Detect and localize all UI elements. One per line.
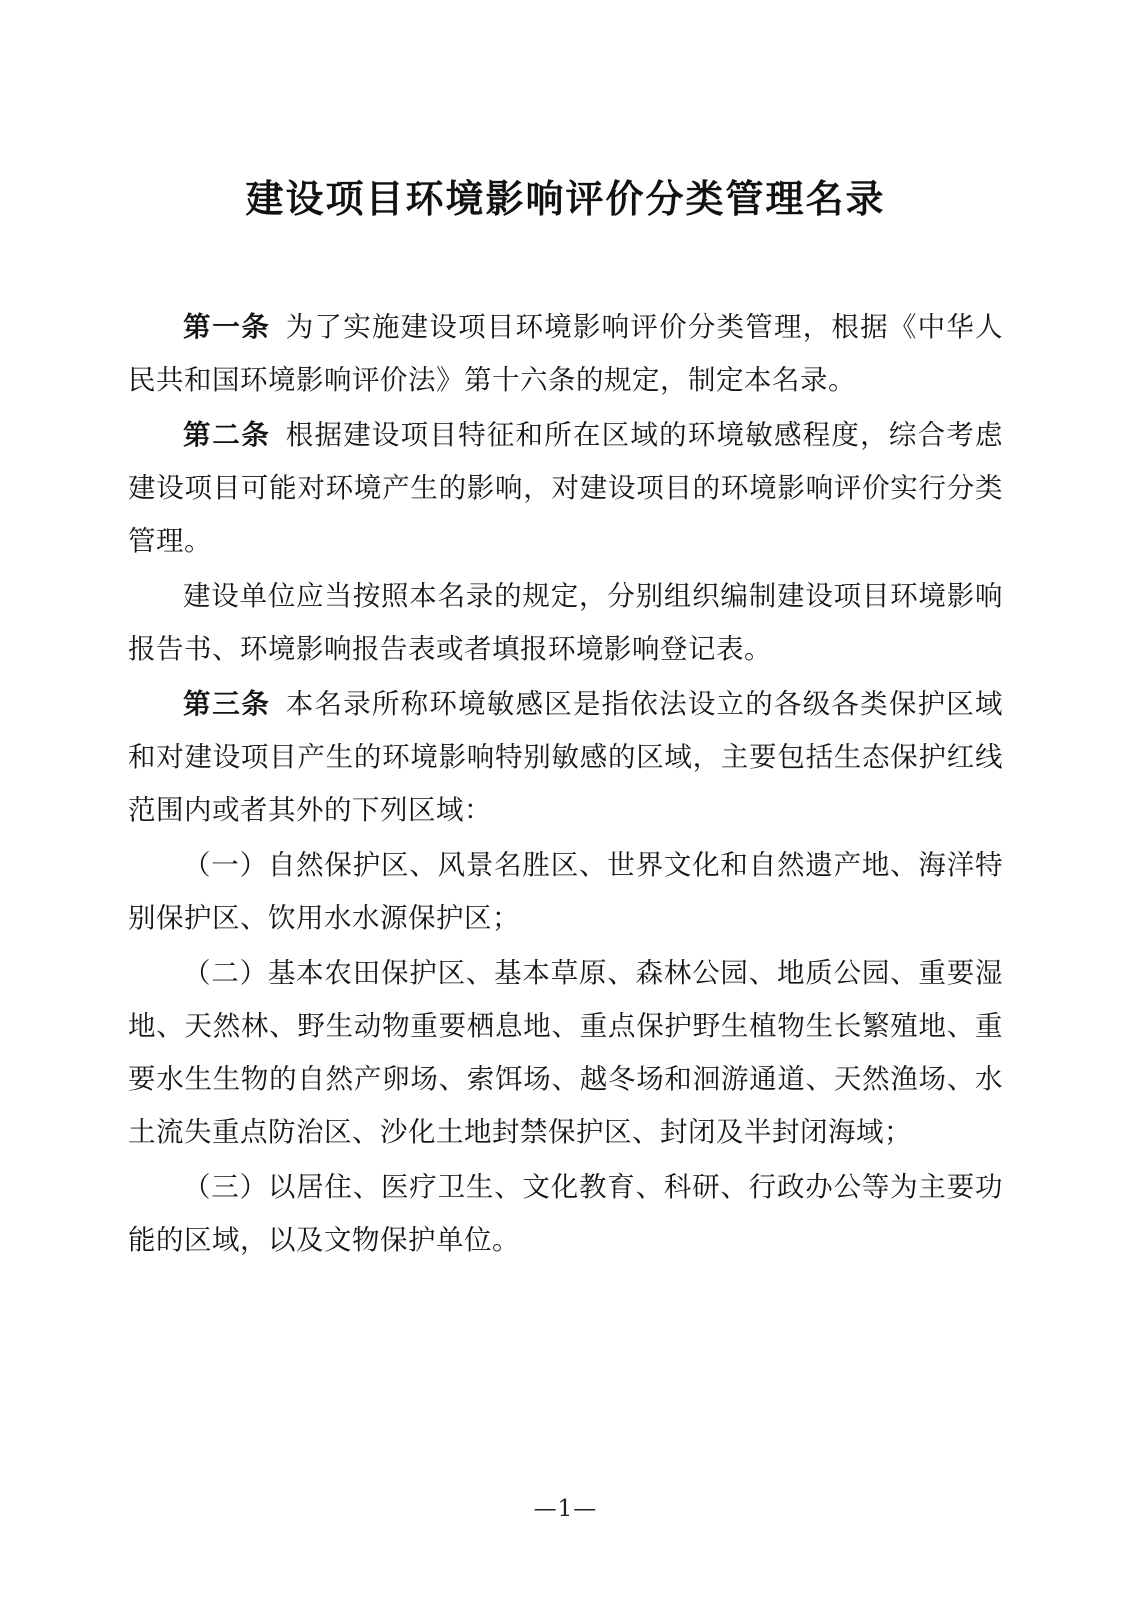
article-paragraph-4	[128, 678, 1003, 837]
article-paragraph-1	[128, 301, 1003, 407]
page-number: —1—	[533, 1496, 598, 1522]
article-paragraph-3	[128, 570, 1003, 676]
article-paragraph-2	[128, 409, 1003, 568]
article-text-4: 本名录所称环境敏感区是指依法设立的各级各类保护区域和对建设项目产生的环境影响特别敏感的区域，主要包括生态保护红线范围内或者其外的下列区域：	[128, 688, 1004, 826]
article-label-2: 第二条	[183, 419, 271, 451]
article-text-7: （三）以居住、医疗卫生、文化教育、科研、行政办公等为主要功能的区域，以及文物保护单位。	[128, 1171, 1003, 1256]
article-text-5: （一）自然保护区、风景名胜区、世界文化和自然遗产地、海洋特别保护区、饮用水水源保护区；	[128, 849, 1003, 934]
article-paragraph-7	[128, 1161, 1003, 1267]
article-text-2: 根据建设项目特征和所在区域的环境敏感程度，综合考虑建设项目可能对环境产生的影响，对建设项目的环境影响评价实行分类管理。	[128, 419, 1004, 557]
article-text-3: 建设单位应当按照本名录的规定，分别组织编制建设项目环境影响报告书、环境影响报告表或者填报环境影响登记表。	[128, 580, 1003, 665]
article-text-6: （二）基本农田保护区、基本草原、森林公园、地质公园、重要湿地、天然林、野生动物重要栖息地、重点保护野生植物生长繁殖地、重要水生生物的自然产卵场、索饵场、越冬场和洄游通道、天然渔场、水土流失重点防治区、沙化土地封禁保护区、封闭及半封闭海域；	[128, 957, 1003, 1148]
article-paragraph-5	[128, 839, 1003, 945]
article-label-3: 第三条	[183, 688, 271, 720]
page-title: 建设项目环境影响评价分类管理名录	[245, 176, 886, 221]
article-paragraph-6	[128, 947, 1003, 1159]
document-body	[128, 301, 1003, 1267]
article-text-1: 为了实施建设项目环境影响评价分类管理，根据《中华人民共和国环境影响评价法》第十六条的规定，制定本名录。	[128, 311, 1004, 396]
article-label-1: 第一条	[183, 311, 271, 343]
